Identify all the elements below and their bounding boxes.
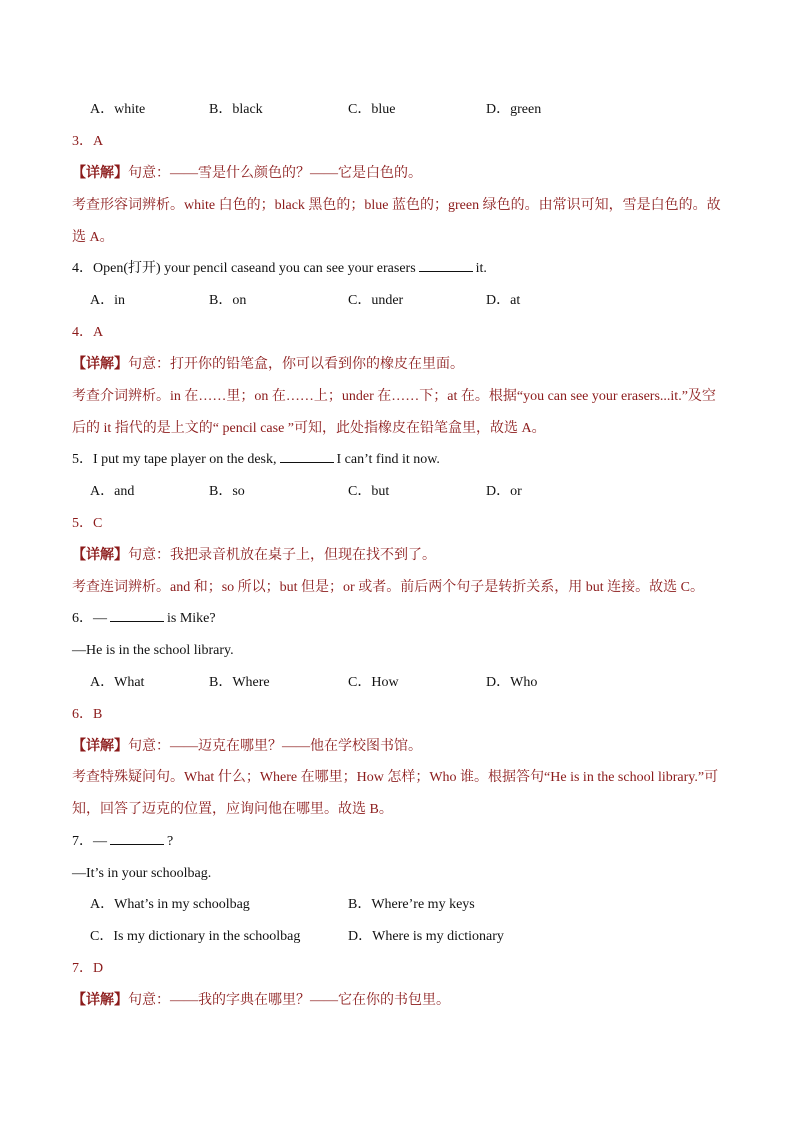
answer-4-explain-1: 考查介词辨析。in 在……里；on 在……上；under 在……下；at 在。根据“you can see your erasers...it.”及空	[72, 389, 716, 404]
answer-5-meaning	[72, 546, 436, 566]
q2-option-c: C．blue	[348, 102, 396, 117]
stem-before: 6．—	[72, 611, 107, 626]
q4-option-a: A．in	[90, 293, 125, 308]
meaning-text: 句意：——我的字典在哪里？——它在你的书包里。	[128, 993, 450, 1008]
answer-6-explain-1: 考查特殊疑问句。What 什么；Where 在哪里；How 怎样；Who 谁。根据答句“He is in the school library.”可	[72, 770, 719, 785]
answer-blank	[110, 609, 164, 622]
q2-option-d: D．green	[486, 102, 542, 117]
detail-tag: 【详解】	[72, 357, 128, 372]
question-6-reply: —He is in the school library.	[72, 643, 234, 658]
answer-4-explain-2: 后的 it 指代的是上文的“ pencil case ”可知，此处指橡皮在铅笔盒里，故选 A。	[72, 421, 546, 436]
answer-3-explain-1: 考查形容词辨析。white 白色的；black 黑色的；blue 蓝色的；green 绿色的。由常识可知，雪是白色的。故	[72, 198, 721, 213]
q5-option-d: D．or	[486, 484, 522, 499]
question-7-stem	[72, 832, 173, 852]
stem-before: 4．Open(打开) your pencil caseand you can see your erasers	[72, 261, 416, 276]
answer-3-meaning	[72, 164, 422, 184]
q2-option-a: A．white	[90, 102, 146, 117]
q6-option-a: A．What	[90, 675, 145, 690]
detail-tag: 【详解】	[72, 166, 128, 181]
stem-before: 7．—	[72, 834, 107, 849]
q7-option-b: B．Where’re my keys	[348, 897, 475, 912]
answer-blank	[280, 450, 334, 463]
meaning-text: 句意：打开你的铅笔盒，你可以看到你的橡皮在里面。	[128, 357, 464, 372]
stem-after: is Mike?	[167, 611, 216, 626]
q2-option-b: B．black	[209, 102, 263, 117]
q7-option-a: A．What’s in my schoolbag	[90, 897, 250, 912]
q4-option-b: B．on	[209, 293, 247, 308]
answer-4: 4．A	[72, 325, 104, 340]
q6-option-c: C．How	[348, 675, 399, 690]
answer-6-explain-2: 知，回答了迈克的位置，应询问他在哪里。故选 B。	[72, 802, 393, 817]
q6-option-d: D．Who	[486, 675, 538, 690]
answer-7-meaning	[72, 991, 450, 1011]
stem-after: ?	[167, 834, 174, 849]
answer-5: 5．C	[72, 516, 103, 531]
q5-option-b: B．so	[209, 484, 245, 499]
answer-blank	[110, 832, 164, 845]
answer-blank	[419, 259, 473, 272]
answer-4-meaning	[72, 355, 464, 375]
question-6-stem	[72, 609, 216, 629]
answer-5-explain-1: 考查连词辨析。and 和；so 所以；but 但是；or 或者。前后两个句子是转折关系，用 but 连接。故选 C。	[72, 580, 704, 595]
question-5-stem	[72, 450, 440, 470]
question-7-reply: —It’s in your schoolbag.	[72, 866, 212, 881]
q4-option-d: D．at	[486, 293, 521, 308]
stem-before: 5．I put my tape player on the desk,	[72, 452, 277, 467]
meaning-text: 句意：我把录音机放在桌子上，但现在找不到了。	[128, 548, 436, 563]
q7-option-d: D．Where is my dictionary	[348, 929, 504, 944]
stem-after: it.	[475, 261, 487, 276]
detail-tag: 【详解】	[72, 993, 128, 1008]
answer-6: 6．B	[72, 707, 103, 722]
q5-option-c: C．but	[348, 484, 390, 499]
answer-3: 3．A	[72, 134, 104, 149]
q5-option-a: A．and	[90, 484, 135, 499]
meaning-text: 句意：——雪是什么颜色的？——它是白色的。	[128, 166, 422, 181]
q7-option-c: C．Is my dictionary in the schoolbag	[90, 929, 301, 944]
q4-option-c: C．under	[348, 293, 404, 308]
meaning-text: 句意：——迈克在哪里？——他在学校图书馆。	[128, 739, 422, 754]
answer-3-explain-2: 选 A。	[72, 230, 114, 245]
question-4-stem	[72, 259, 487, 279]
detail-tag: 【详解】	[72, 548, 128, 563]
answer-7: 7．D	[72, 961, 104, 976]
stem-after: I can’t find it now.	[336, 452, 440, 467]
detail-tag: 【详解】	[72, 739, 128, 754]
q6-option-b: B．Where	[209, 675, 270, 690]
answer-6-meaning	[72, 737, 422, 757]
